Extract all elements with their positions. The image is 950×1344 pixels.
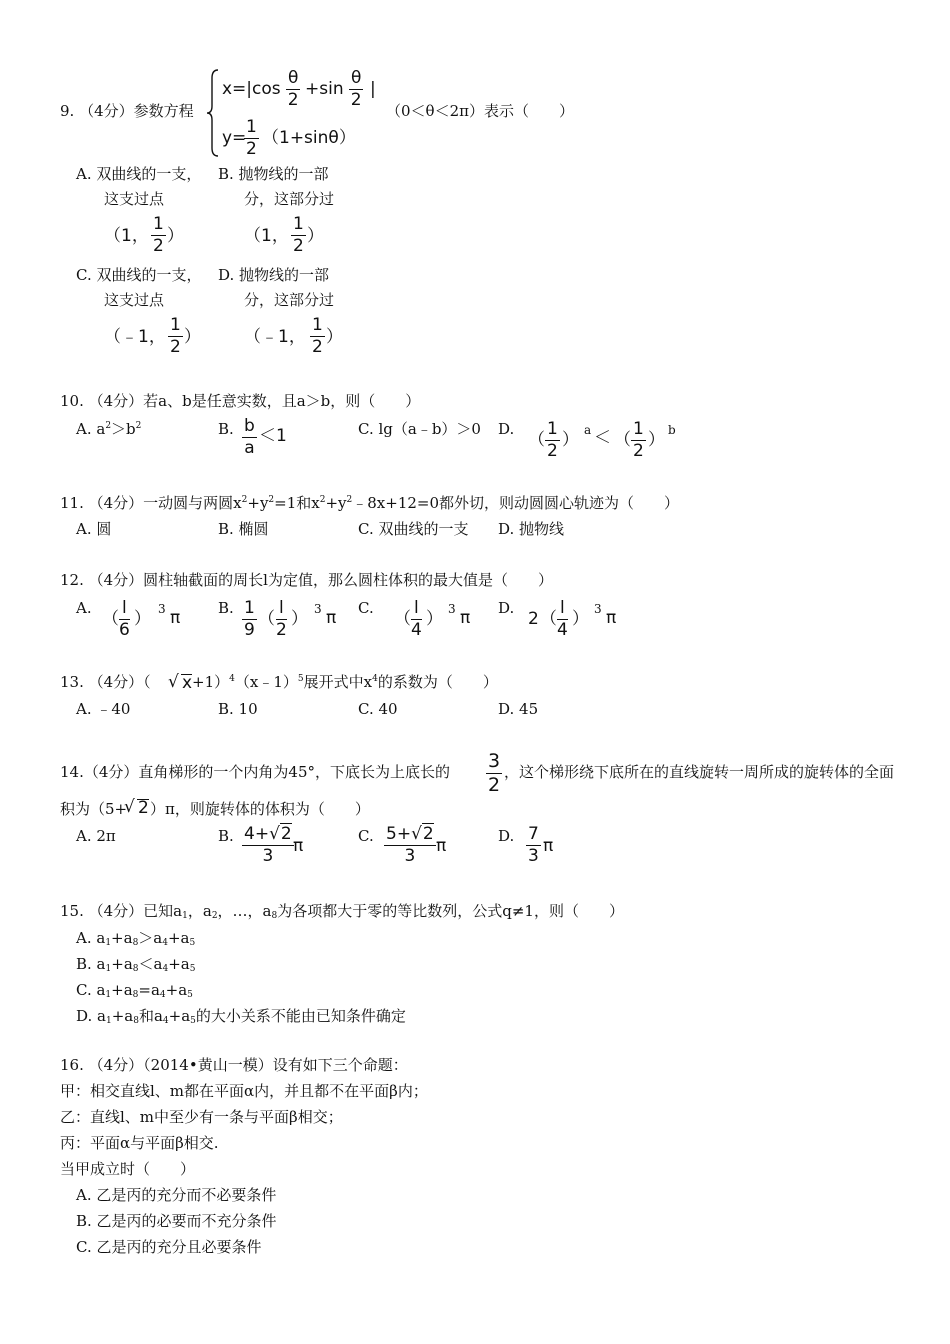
q9-option-d-line2: 分，这部分过 <box>244 291 335 309</box>
q14-option-b-pi: π <box>293 836 304 856</box>
q14-sqrt-sign-icon: √ <box>124 797 135 817</box>
q10-option-b-frac: $\frac{b}{a}$ <box>244 416 255 458</box>
q13-sqrt-sign-icon: √ <box>168 672 179 692</box>
q16-option-a: A. 乙是丙的充分而不必要条件 <box>76 1186 277 1204</box>
q14-option-a: A. 2π <box>76 827 116 845</box>
q13-stem-rest: +1）$^4$（x﹣1）$^5$展开式中$x^4$的系数为（ ） <box>192 673 498 691</box>
q14-option-d-pi: π <box>543 836 554 856</box>
q14-option-d-frac: $\frac{7}{3}$ <box>528 824 539 866</box>
q14-stem-line2-end: ）π，则旋转体的体积为（ ） <box>150 800 370 818</box>
q11-option-b: B. 椭圆 <box>218 520 269 538</box>
q11-stem: 11. （4分）一动圆与两圆$x^2+y^2=1$和$x^2+y^2﹣8x+12=0$都外切，则动圆圆心轨迹为（ ） <box>60 494 680 512</box>
q14-stem-line1-start: 14.（4分）直角梯形的一个内角为45°，下底长为上底长的 <box>60 763 450 781</box>
q10-option-b-label: B. <box>218 420 234 438</box>
q9-option-b-point-rp: ） <box>307 226 324 246</box>
q9-eq2-frac: $\frac{1}{2}$ <box>246 117 257 159</box>
q9-option-d-point-rp: ） <box>326 327 343 347</box>
q12-option-d-lp: （ <box>540 609 557 629</box>
q12-option-d-cube: 3 <box>594 602 602 616</box>
q9-eq1-lhs: x=|cos <box>222 79 281 99</box>
q13-option-b: B. 10 <box>218 700 258 718</box>
q10-option-d-rp2: ） <box>648 430 665 450</box>
q12-option-d-coef: 2 <box>528 609 539 629</box>
q10-option-d-label: D. <box>498 420 515 438</box>
q12-option-b-cube: 3 <box>314 602 322 616</box>
q12-option-b-coef: $\frac{1}{9}$ <box>244 598 255 640</box>
q14-option-c-pi: π <box>436 836 447 856</box>
q10-option-a: A. $a^2>b^2$ <box>76 420 142 438</box>
q9-option-c-point-lp: （﹣1， <box>104 327 166 347</box>
q9-eq2-rhs: （1+sinθ） <box>262 128 356 148</box>
q12-option-c-lp: （ <box>394 609 411 629</box>
q10-option-d-lp2: （ <box>614 430 631 450</box>
q10-option-d-exp-b: b <box>668 423 676 437</box>
q9-option-c-line1: C. 双曲线的一支， <box>76 266 202 284</box>
q16-stem: 16. （4分）（2014•黄山一模）设有如下三个命题： <box>60 1056 408 1074</box>
q10-option-d-lp1: （ <box>528 430 545 450</box>
q10-option-d-exp-a: a <box>584 423 592 437</box>
q9-option-a-line1: A. 双曲线的一支， <box>76 165 202 183</box>
q15-option-c: C. $a_1+a_8=a_4+a_5$ <box>76 981 193 1000</box>
q12-stem: 12. （4分）圆柱轴截面的周长l为定值，那么圆柱体积的最大值是（ ） <box>60 571 553 589</box>
q14-stem-line1-end: ，这个梯形绕下底所在的直线旋转一周所成的旋转体的全面 <box>504 763 895 781</box>
q9-eq1-bar: | <box>370 79 376 99</box>
q9-option-d-point-frac: $\frac{1}{2}$ <box>312 315 323 357</box>
q16-option-b: B. 乙是丙的必要而不充分条件 <box>76 1212 277 1230</box>
q13-sqrt-radicand: x <box>182 673 193 693</box>
q10-option-d-lt: ＜ <box>594 428 611 448</box>
q11-option-a: A. 圆 <box>76 520 112 538</box>
q9-option-c-point-frac: $\frac{1}{2}$ <box>170 315 181 357</box>
q15-option-b: B. $a_1+a_8<a_4+a_5$ <box>76 955 196 974</box>
q12-option-c-label: C. <box>358 599 374 617</box>
q9-option-d-line1: D. 抛物线的一部 <box>218 266 330 284</box>
q9-option-c-point-rp: ） <box>184 327 201 347</box>
q9-option-b-point-frac: $\frac{1}{2}$ <box>293 214 304 256</box>
q14-option-c-frac: $\frac{5+√2}{3}$ <box>386 824 434 866</box>
q12-option-a-rp: ） <box>134 609 151 629</box>
q16-proposition-yi: 乙：直线l、m中至少有一条与平面β相交； <box>60 1108 343 1126</box>
q12-option-a-lp: （ <box>102 609 119 629</box>
q14-sqrt-radicand: 2 <box>138 798 149 818</box>
q10-stem: 10. （4分）若a、b是任意实数，且a＞b，则（ ） <box>60 392 421 410</box>
q14-option-d-label: D. <box>498 827 515 845</box>
q12-option-a-frac: $\frac{l}{6}$ <box>119 598 130 640</box>
q15-option-d: D. $a_1+a_8$和$a_4+a_5$的大小关系不能由已知条件确定 <box>76 1007 406 1026</box>
q12-option-c-rp: ） <box>426 609 443 629</box>
q12-option-c-frac: $\frac{l}{4}$ <box>411 598 422 640</box>
q9-eq1-plus-sin: +sin <box>305 79 344 99</box>
q12-option-b-frac: $\frac{l}{2}$ <box>276 598 287 640</box>
q12-option-a-cube: 3 <box>158 602 166 616</box>
q13-option-a: A. ﹣40 <box>76 700 131 718</box>
q12-option-a-pi: π <box>170 608 181 628</box>
q12-option-b-lp: （ <box>258 609 275 629</box>
q10-option-d-frac2: $\frac{1}{2}$ <box>633 419 644 461</box>
left-brace-icon <box>206 68 220 158</box>
q9-option-a-line2: 这支过点 <box>104 190 165 208</box>
q16-question: 当甲成立时（ ） <box>60 1160 196 1178</box>
q16-option-c: C. 乙是丙的充分且必要条件 <box>76 1238 262 1256</box>
q9-option-d-point-lp: （﹣1， <box>244 327 306 347</box>
q9-eq1-frac2: $\frac{\theta}{2}$ <box>350 68 362 110</box>
q14-ratio-frac: $\frac{3}{2}$ <box>488 750 501 796</box>
q12-option-d-pi: π <box>606 608 617 628</box>
q16-proposition-bing: 丙：平面α与平面β相交. <box>60 1134 219 1152</box>
q12-option-b-label: B. <box>218 599 234 617</box>
q9-option-b-point-lp: （1， <box>244 226 289 246</box>
q9-option-a-point-frac: $\frac{1}{2}$ <box>153 214 164 256</box>
q12-option-b-pi: π <box>326 608 337 628</box>
q14-option-b-frac: $\frac{4+√2}{3}$ <box>244 824 292 866</box>
q12-option-d-rp: ） <box>572 609 589 629</box>
q9-option-a-point-rp: ） <box>167 226 184 246</box>
q9-option-a-point-lp: （1， <box>104 226 149 246</box>
q13-option-c: C. 40 <box>358 700 398 718</box>
q12-option-b-rp: ） <box>291 609 308 629</box>
q10-option-c: C. lg（a﹣b）＞0 <box>358 420 481 438</box>
q9-condition: （0＜θ＜2π）表示（ ） <box>386 102 574 120</box>
q9-option-b-line2: 分，这部分过 <box>244 190 335 208</box>
q9-stem: 9. （4分）参数方程 <box>60 102 194 120</box>
q12-option-d-frac: $\frac{l}{4}$ <box>557 598 568 640</box>
q10-option-b-rel: ＜1 <box>259 426 287 446</box>
q12-option-c-cube: 3 <box>448 602 456 616</box>
q13-option-d: D. 45 <box>498 700 539 718</box>
q9-eq1-frac1: $\frac{\theta}{2}$ <box>287 68 299 110</box>
q14-option-b-label: B. <box>218 827 234 845</box>
q9-eq2-lhs: y= <box>222 128 247 148</box>
q10-option-d-frac1: $\frac{1}{2}$ <box>547 419 558 461</box>
q10-option-d-rp1: ） <box>562 430 579 450</box>
q9-option-c-line2: 这支过点 <box>104 291 165 309</box>
q13-stem-start: 13. （4分）（ <box>60 673 151 691</box>
q16-proposition-jia: 甲：相交直线l、m都在平面α内，并且都不在平面β内； <box>60 1082 428 1100</box>
q12-option-d-label: D. <box>498 599 515 617</box>
q15-stem: 15. （4分）已知$a_1$，$a_2$，…，$a_8$为各项都大于零的等比数列，公式q≠1，则（ ） <box>60 902 624 921</box>
q12-option-a-label: A. <box>76 599 92 617</box>
q15-option-a: A. $a_1+a_8>a_4+a_5$ <box>76 929 196 948</box>
q11-option-d: D. 抛物线 <box>498 520 565 538</box>
q14-option-c-label: C. <box>358 827 374 845</box>
q14-stem-line2-start: 积为（5+ <box>60 800 128 818</box>
q11-option-c: C. 双曲线的一支 <box>358 520 469 538</box>
q9-option-b-line1: B. 抛物线的一部 <box>218 165 329 183</box>
q12-option-c-pi: π <box>460 608 471 628</box>
